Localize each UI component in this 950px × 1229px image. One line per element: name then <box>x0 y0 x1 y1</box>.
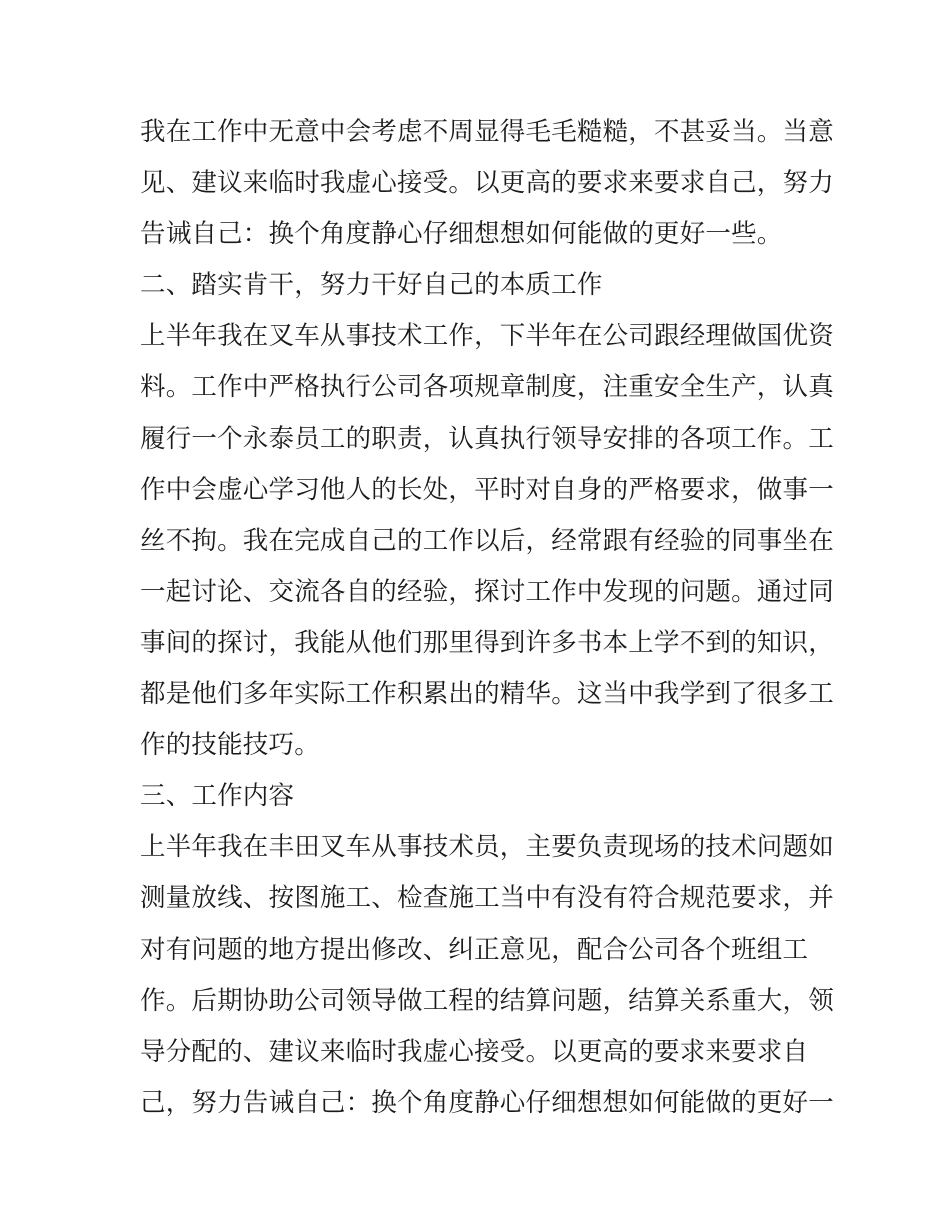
body-line: 都是他们多年实际工作积累出的精华。这当中我学到了很多工 <box>140 679 834 710</box>
body-line: 对有问题的地方提出修改、纠正意见，配合公司各个班组工 <box>140 934 809 965</box>
body-line: 作的技能技巧。 <box>140 730 320 761</box>
body-line: 测量放线、按图施工、检查施工当中有没有符合规范要求，并 <box>140 883 834 914</box>
body-line: 料。工作中严格执行公司各项规章制度，注重安全生产，认真 <box>140 372 834 403</box>
body-line: 履行一个永泰员工的职责，认真执行领导安排的各项工作。工 <box>140 423 834 454</box>
body-line: 上半年我在丰田叉车从事技术员，主要负责现场的技术问题如 <box>140 832 834 863</box>
section-heading-3: 三、工作内容 <box>140 781 295 812</box>
document-body <box>140 107 834 1129</box>
body-line: 作。后期协助公司领导做工程的结算问题，结算关系重大，领 <box>140 985 834 1016</box>
body-line: 己，努力告诫自己：换个角度静心仔细想想如何能做的更好一 <box>140 1087 834 1118</box>
body-line: 上半年我在叉车从事技术工作，下半年在公司跟经理做国优资 <box>140 321 834 352</box>
body-line: 事间的探讨，我能从他们那里得到许多书本上学不到的知识， <box>140 627 834 658</box>
body-line: 一起讨论、交流各自的经验，探讨工作中发现的问题。通过同 <box>140 576 834 607</box>
body-line: 丝不拘。我在完成自己的工作以后，经常跟有经验的同事坐在 <box>140 525 834 556</box>
section-heading-2: 二、踏实肯干，努力干好自己的本质工作 <box>140 270 603 301</box>
body-line: 见、建议来临时我虚心接受。以更高的要求来要求自己，努力 <box>140 168 834 199</box>
body-line: 我在工作中无意中会考虑不周显得毛毛糙糙，不甚妥当。当意 <box>140 117 834 147</box>
body-line: 作中会虚心学习他人的长处，平时对自身的严格要求，做事一 <box>140 474 834 505</box>
body-line: 导分配的、建议来临时我虚心接受。以更高的要求来要求自 <box>140 1036 809 1067</box>
body-line: 告诫自己：换个角度静心仔细想想如何能做的更好一些。 <box>140 219 783 250</box>
